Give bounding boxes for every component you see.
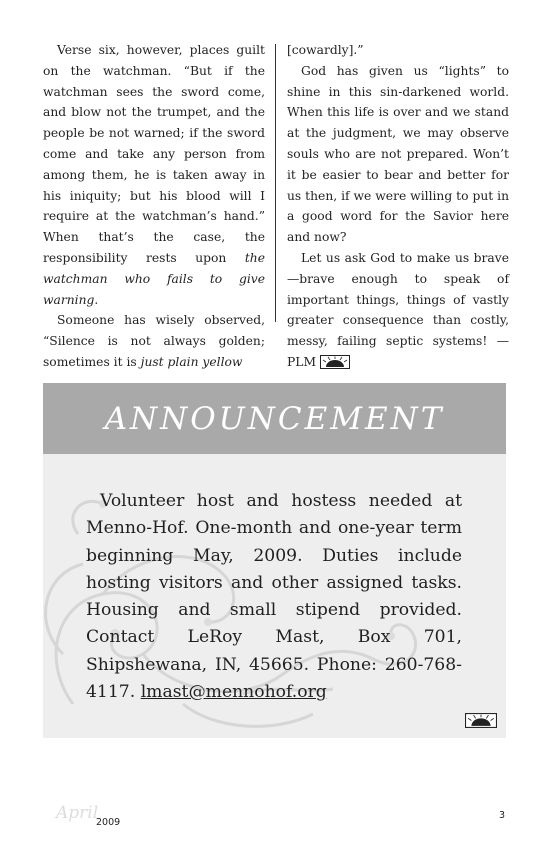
footer-year: 2009 <box>96 817 121 828</box>
paragraph-text: Verse six, however, places guilt on the watchman. “But if the watchman sees the sword come, and blow not the trumpet, and the people be not warned; if the sword come and take any person from among them, he is taken away in his iniquity; but his blood will I require at the watchman’s hand.” When that’s the case, the responsibility rests upon <box>43 43 265 265</box>
article-paragraph <box>43 310 265 372</box>
announcement-header <box>43 383 506 454</box>
article-right-column <box>287 40 509 373</box>
footer-month: April <box>56 803 99 823</box>
article-left-column <box>43 40 265 373</box>
announcement-paragraph <box>86 488 462 706</box>
paragraph-text: Someone has wisely observed, “Silence is not always golden; sometimes it is <box>43 313 265 369</box>
column-divider <box>275 44 276 322</box>
article-paragraph <box>287 248 509 373</box>
sunrise-logo-icon <box>320 355 350 369</box>
announcement-title: ANNOUNCEMENT <box>104 401 445 437</box>
email-link[interactable]: lmast@mennohof.org <box>140 682 327 703</box>
announcement-body <box>86 488 462 706</box>
sunrise-logo-icon <box>465 713 497 728</box>
article-paragraph: [cowardly].” <box>287 43 364 57</box>
article-paragraph: God has given us “lights” to shine in this sin-darkened world. When this life is over and we stand at the judgment, we may observe souls who are not prepared. Won’t it be easier to bear and better for us then, if we were willing to put in a good word for the Savior here and now? <box>287 63 509 245</box>
page-number: 3 <box>499 810 506 821</box>
announcement-box <box>43 383 506 738</box>
author-signature: —PLM <box>287 334 509 369</box>
article-paragraph <box>43 40 265 310</box>
announcement-text: Volunteer host and hostess needed at Menno-Hof. One-month and one-year term beginning May, 2009. Duties include hosting visitors and other assigned tasks. Housing and small stipend provided. Contact LeRoy Mast, Box 701, Shipshewana, IN, 45665. Phone: 260-768-4117. <box>86 491 462 703</box>
emphasis-text: the watchman who fails to give warning. <box>43 250 265 307</box>
paragraph-text: Let us ask God to make us brave—brave enough to speak of important things, things of vastly greater consequence than costly, messy, failing septic systems! <box>287 250 509 349</box>
emphasis-text: just plain yellow <box>140 354 243 369</box>
